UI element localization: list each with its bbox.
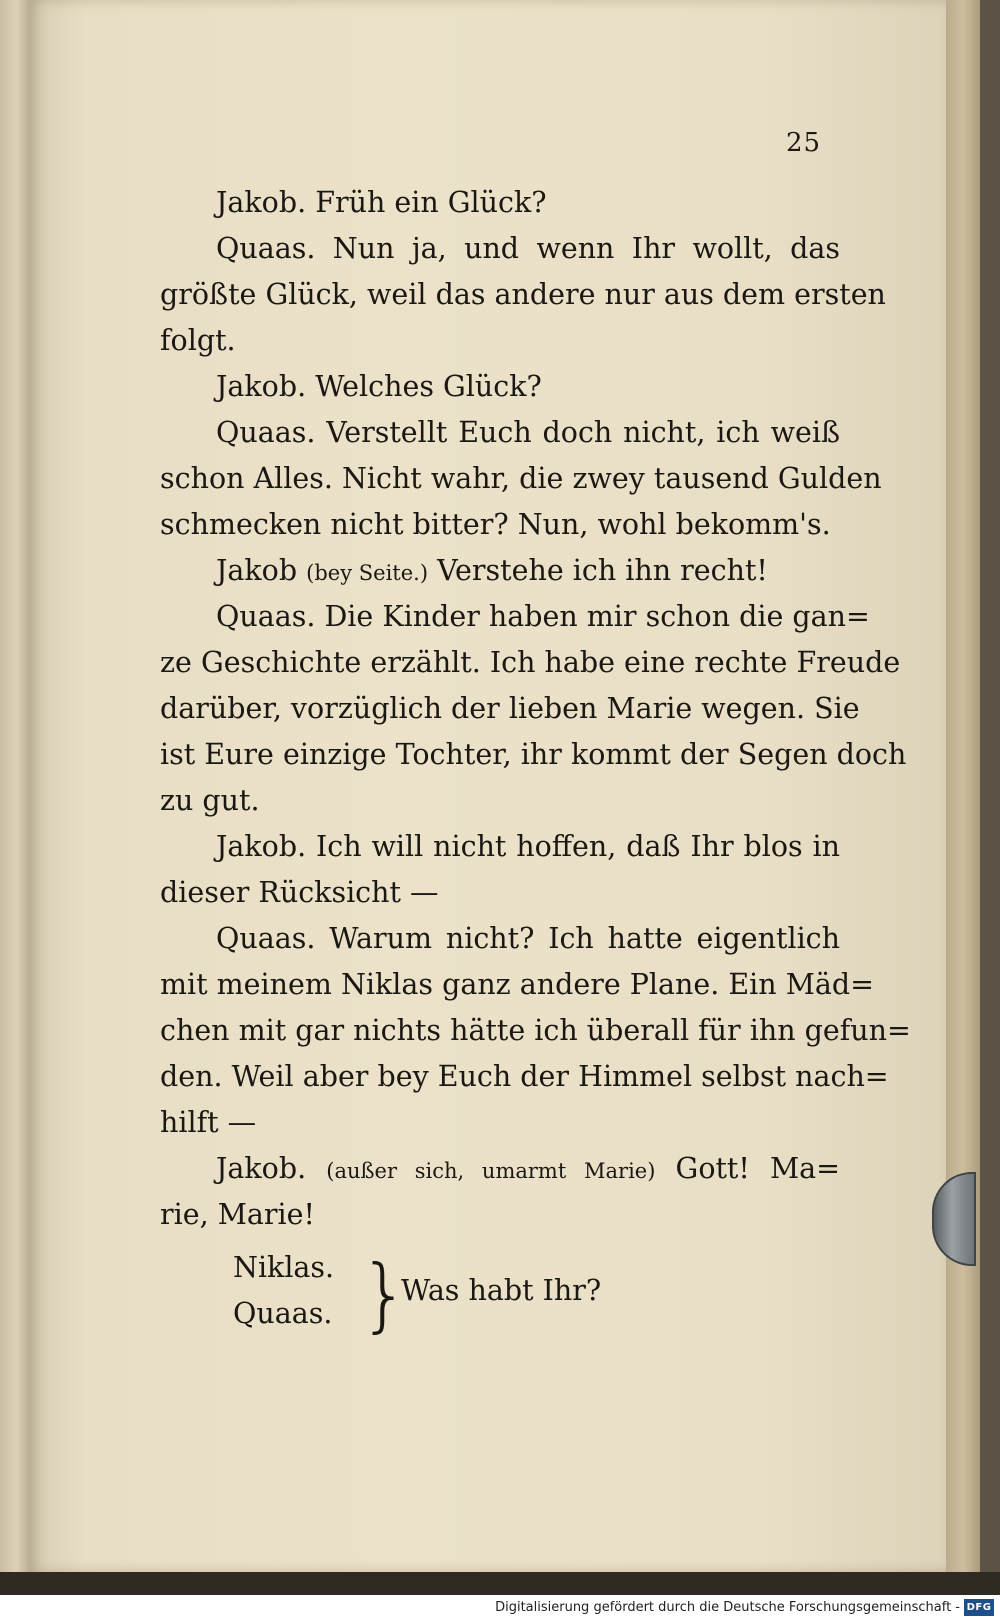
text-line: Jakob. Ich will nicht hoffen, daß Ihr blos in (216, 830, 840, 863)
speaker-name: Jakob (216, 554, 298, 587)
text-line: Quaas. Nun ja, und wenn Ihr wollt, das (216, 232, 840, 265)
speaker-niklas: Niklas. (233, 1251, 335, 1284)
speaker-name: Jakob. (216, 1152, 307, 1185)
page-number: 25 (786, 128, 822, 158)
text-line: chen mit gar nichts hätte ich überall für ihn gefun= (160, 1014, 911, 1047)
text-line: Jakob. Welches Glück? (216, 370, 542, 403)
text-line: ze Geschichte erzählt. Ich habe eine rechte Freude (160, 646, 901, 679)
digitization-footer (0, 1596, 1000, 1621)
joint-reply: Was habt Ihr? (401, 1274, 602, 1307)
stage-direction: (bey Seite.) (306, 561, 429, 585)
text-line: Quaas. Die Kinder haben mir schon die gan= (216, 600, 870, 633)
previous-page-edge (0, 0, 30, 1595)
text-line: mit meinem Niklas ganz andere Plane. Ein Mäd= (160, 968, 875, 1001)
curly-brace: } (359, 1248, 410, 1341)
dialogue-text (160, 180, 911, 1238)
text-line: rie, Marie! (160, 1198, 315, 1231)
text-line: Jakob. Früh ein Glück? (216, 186, 547, 219)
text-line: zu gut. (160, 784, 260, 817)
text-line (160, 1146, 840, 1192)
text-line: den. Weil aber bey Euch der Himmel selbst nach= (160, 1060, 889, 1093)
text-line: Quaas. Verstellt Euch doch nicht, ich weiß (216, 416, 840, 449)
text-line (160, 548, 840, 594)
speaker-quaas: Quaas. (233, 1297, 333, 1330)
text-line: hilft — (160, 1106, 257, 1139)
text-line: ist Eure einzige Tochter, ihr kommt der Segen doch (160, 738, 907, 771)
funding-credit: Digitalisierung gefördert durch die Deutsche Forschungsgemeinschaft - (495, 1600, 960, 1615)
joint-speech (233, 1248, 693, 1351)
text-line: größte Glück, weil das andere nur aus dem ersten (160, 278, 886, 311)
text-line: Quaas. Warum nicht? Ich hatte eigentlich (216, 922, 840, 955)
text-line: darüber, vorzüglich der lieben Marie wegen. Sie (160, 692, 860, 725)
text-line: folgt. (160, 324, 236, 357)
spoken-text: Gott! Ma= (675, 1152, 841, 1185)
text-line: schmecken nicht bitter? Nun, wohl bekomm's. (160, 508, 831, 541)
text-line: dieser Rücksicht — (160, 876, 439, 909)
stage-direction: (außer sich, umarmt Marie) (326, 1159, 656, 1183)
page-fore-edge (946, 0, 980, 1580)
spoken-text: Verstehe ich ihn recht! (437, 554, 768, 587)
scan-bottom-border (0, 1572, 1000, 1595)
dfg-logo: DFG (964, 1599, 994, 1616)
text-line: schon Alles. Nicht wahr, die zwey tausend Gulden (160, 462, 882, 495)
